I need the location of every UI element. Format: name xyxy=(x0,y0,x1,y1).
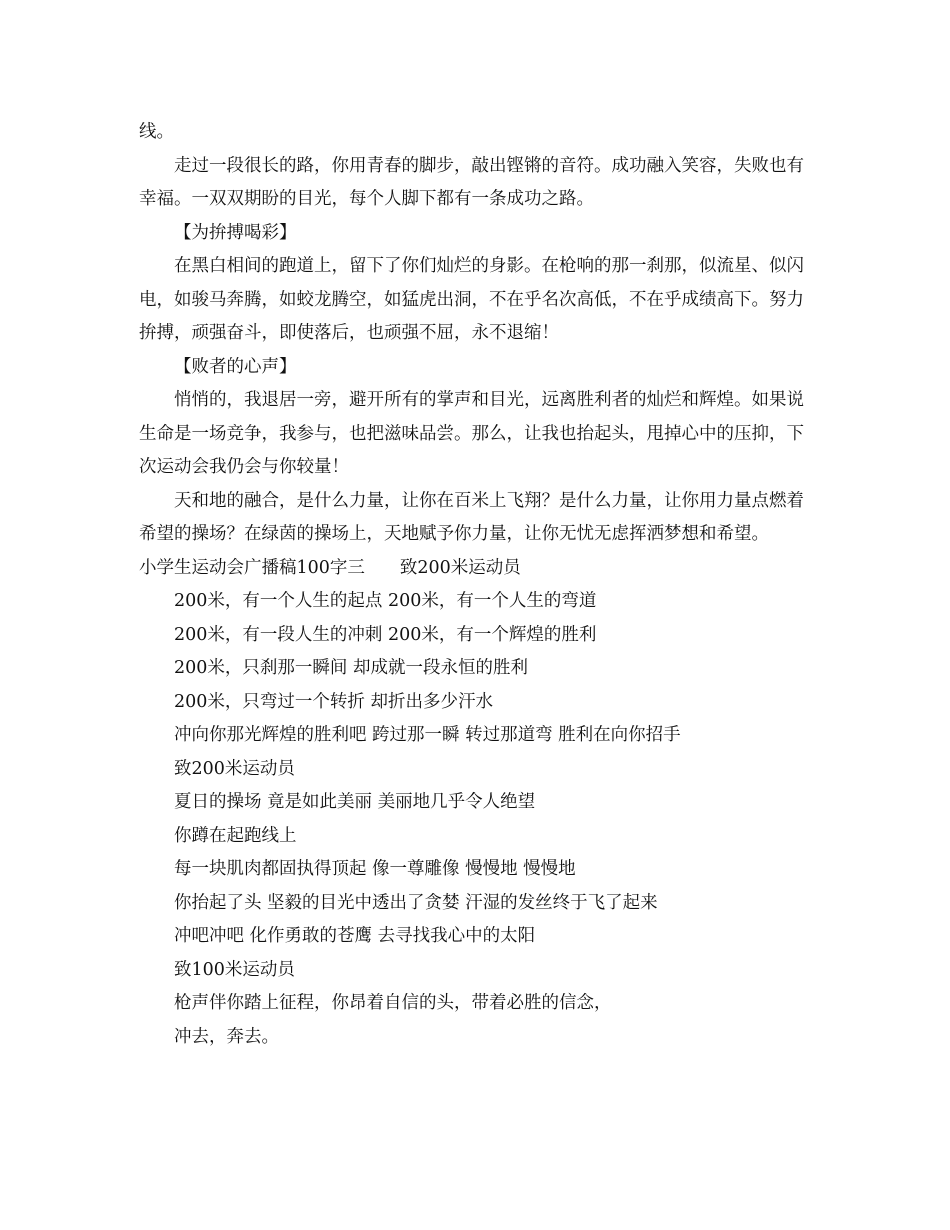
section-heading-loser: 【败者的心声】 xyxy=(174,356,297,377)
paragraph-journey: 走过一段很长的路，你用青春的脚步，敲出铿锵的音符。成功融入笑容，失败也有幸福。一双双期盼的目光，每个人脚下都有一条成功之路。 xyxy=(139,155,804,209)
verse-line: 你抬起了头 坚毅的目光中透出了贪婪 汗湿的发丝终于飞了起来 xyxy=(174,892,658,913)
verse-line: 夏日的操场 竟是如此美丽 美丽地几乎令人绝望 xyxy=(174,792,536,812)
verse-line: 你蹲在起跑线上 xyxy=(174,825,297,846)
paragraph-quiet: 悄悄的，我退居一旁，避开所有的掌声和目光，远离胜利者的灿烂和辉煌。如果说生命是一场竞争，我参与，也把滋味品尝。那么，让我也抬起头，甩掉心中的压抑，下次运动会我仍会与你较量！ xyxy=(139,390,804,477)
section-heading-cheer: 【为拚搏喝彩】 xyxy=(174,222,297,243)
paragraph-track: 在黑白相间的跑道上，留下了你们灿烂的身影。在枪响的那一刹那，似流星、似闪电，如骏马奔腾，如蛟龙腾空，如猛虎出洞，不在乎名次高低，不在乎成绩高下。努力拚搏，顽强奋斗，即使落后，也顽强不屈，永不退缩！ xyxy=(139,256,804,343)
verse-line: 200米，只刹那一瞬间 却成就一段永恒的胜利 xyxy=(174,658,528,678)
verse-line: 枪声伴你踏上征程，你昂着自信的头，带着必胜的信念， xyxy=(174,993,612,1013)
document-page xyxy=(139,116,819,1054)
verse-line: 冲去，奔去。 xyxy=(174,1026,279,1047)
verse-heading-200m: 致200米运动员 xyxy=(174,758,295,779)
verse-line: 每一块肌肉都固执得顶起 像一尊雕像 慢慢地 慢慢地 xyxy=(174,859,576,879)
verse-line: 200米，有一个人生的起点 200米，有一个人生的弯道 xyxy=(174,591,597,611)
paragraph-continuation: 线。 xyxy=(139,122,174,142)
section-title-200m: 小学生运动会广播稿100字三 致200米运动员 xyxy=(139,557,521,578)
verse-heading-100m: 致100米运动员 xyxy=(174,959,295,980)
verse-line: 200米，有一段人生的冲刺 200米，有一个辉煌的胜利 xyxy=(174,624,597,645)
verse-line: 200米，只弯过一个转折 却折出多少汗水 xyxy=(174,691,493,712)
verse-line: 冲吧冲吧 化作勇敢的苍鹰 去寻找我心中的太阳 xyxy=(174,926,536,946)
verse-line: 冲向你那光辉煌的胜利吧 跨过那一瞬 转过那道弯 胜利在向你招手 xyxy=(174,725,681,745)
paragraph-heaven-earth: 天和地的融合，是什么力量，让你在百米上飞翔？是什么力量，让你用力量点燃着希望的操场？在绿茵的操场上，天地赋予你力量，让你无忧无虑挥洒梦想和希望。 xyxy=(139,490,804,544)
